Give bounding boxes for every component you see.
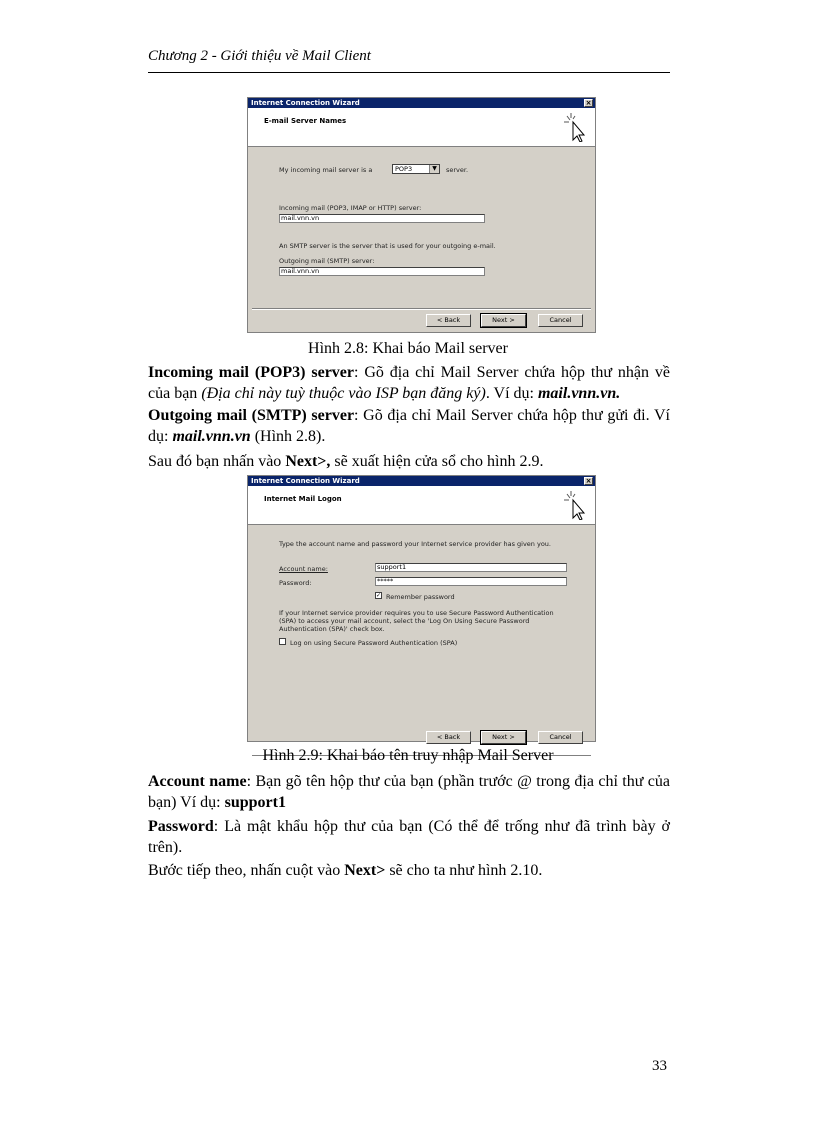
- paragraph-next-step: [148, 860, 670, 881]
- incoming-type-select[interactable]: [392, 164, 440, 174]
- title-bar: [248, 476, 595, 486]
- term-incoming: Incoming mail (POP3) server: [148, 364, 355, 381]
- figure-caption-2-9: Hình 2.9: Khai báo tên truy nhập Mail Server: [262, 747, 554, 764]
- outgoing-server-label: Outgoing mail (SMTP) server:: [279, 257, 375, 265]
- text: : Là mật khẩu hộp thư của bạn (Có thể để trống như đã trình bày ở trên).: [148, 818, 670, 856]
- term-next: Next>,: [285, 453, 331, 470]
- text: Sau đó bạn nhấn vào: [148, 453, 286, 470]
- example: support1: [224, 794, 286, 811]
- term-account: Account name: [148, 773, 247, 790]
- term-outgoing: Outgoing mail (SMTP) server: [148, 407, 355, 424]
- button-separator: [252, 308, 591, 310]
- cancel-button[interactable]: Cancel: [538, 314, 583, 327]
- term-next: Next>: [344, 862, 386, 879]
- figure-caption-2-8: Hình 2.8: Khai báo Mail server: [308, 340, 508, 357]
- cancel-button[interactable]: Cancel: [538, 731, 583, 744]
- chevron-down-icon[interactable]: ▼: [429, 165, 439, 173]
- account-name-input[interactable]: support1: [375, 563, 567, 572]
- close-icon[interactable]: ×: [585, 99, 592, 107]
- incoming-type-suffix: server.: [446, 166, 469, 174]
- dialog-title: Internet Connection Wizard: [251, 477, 360, 485]
- next-button[interactable]: Next >: [481, 314, 526, 327]
- email-server-names-dialog: [247, 97, 596, 333]
- dialog-header: [248, 486, 595, 525]
- outgoing-server-input[interactable]: mail.vnn.vn: [279, 267, 485, 276]
- title-bar: [248, 98, 595, 108]
- spa-note-line1: If your Internet service provider requires you to use Secure Password Authentication: [279, 609, 554, 617]
- next-button[interactable]: Next >: [481, 731, 526, 744]
- text: Bước tiếp theo, nhấn cuột vào: [148, 862, 345, 879]
- paragraph-account: [148, 771, 670, 813]
- example: mail.vnn.vn.: [537, 385, 621, 402]
- spa-checkbox[interactable]: [279, 638, 286, 645]
- spa-label: Log on using Secure Password Authentication (SPA): [290, 639, 458, 647]
- chapter-header: Chương 2 - Giới thiệu về Mail Client: [148, 48, 371, 64]
- paragraph-outgoing: [148, 405, 670, 447]
- incoming-server-label: Incoming mail (POP3, IMAP or HTTP) server:: [279, 204, 422, 212]
- wizard-wand-icon: [561, 490, 587, 520]
- dialog-header: [248, 108, 595, 147]
- page-number: 33: [652, 1058, 667, 1074]
- back-button[interactable]: < Back: [426, 314, 471, 327]
- text: : Gõ địa chỉ Mail Server chứa hộp thư gửi đi. Ví dụ:: [148, 407, 670, 445]
- internet-mail-logon-dialog: [247, 475, 596, 742]
- intro-text: Type the account name and password your Internet service provider has given you.: [279, 540, 551, 548]
- example: mail.vnn.vn: [172, 428, 251, 445]
- remember-password-checkbox[interactable]: ✓: [376, 592, 382, 599]
- paragraph-next: [148, 451, 670, 472]
- spa-note-line3: Authentication (SPA)' check box.: [279, 625, 385, 633]
- term-password: Password: [148, 818, 214, 835]
- paragraph-incoming: [148, 362, 670, 404]
- account-name-label: Account name:: [279, 565, 328, 573]
- text: (Hình 2.8).: [250, 428, 326, 445]
- note: (Địa chỉ này tuỳ thuộc vào ISP bạn đăng ký): [201, 385, 486, 402]
- incoming-server-input[interactable]: mail.vnn.vn: [279, 214, 485, 223]
- text: : Gõ địa chỉ Mail Server chứa hộp thư nhận về của bạn: [148, 364, 670, 402]
- remember-password-label: Remember password: [386, 593, 455, 601]
- smtp-note: An SMTP server is the server that is used for your outgoing e-mail.: [279, 242, 496, 250]
- text: . Ví dụ:: [485, 385, 538, 402]
- text: : Bạn gõ tên hộp thư của bạn (phần trước @ trong địa chỉ thư của bạn) Ví dụ:: [148, 773, 671, 811]
- dialog-title: Internet Connection Wizard: [251, 99, 360, 107]
- back-button[interactable]: < Back: [426, 731, 471, 744]
- text: sẽ xuất hiện cửa sổ cho hình 2.9.: [330, 453, 544, 470]
- spa-note-line2: (SPA) to access your mail account, select the 'Log On Using Secure Password: [279, 617, 530, 625]
- text: sẽ cho ta như hình 2.10.: [385, 862, 543, 879]
- password-input[interactable]: *****: [375, 577, 567, 586]
- incoming-type-value: POP3: [395, 165, 413, 173]
- paragraph-password: [148, 816, 670, 858]
- header-rule: [148, 72, 670, 73]
- wizard-wand-icon: [561, 112, 587, 142]
- dialog-heading: E-mail Server Names: [264, 117, 347, 125]
- password-label: Password:: [279, 579, 312, 587]
- close-icon[interactable]: ×: [585, 477, 592, 485]
- dialog-heading: Internet Mail Logon: [264, 495, 342, 503]
- incoming-type-label: My incoming mail server is a: [279, 166, 373, 174]
